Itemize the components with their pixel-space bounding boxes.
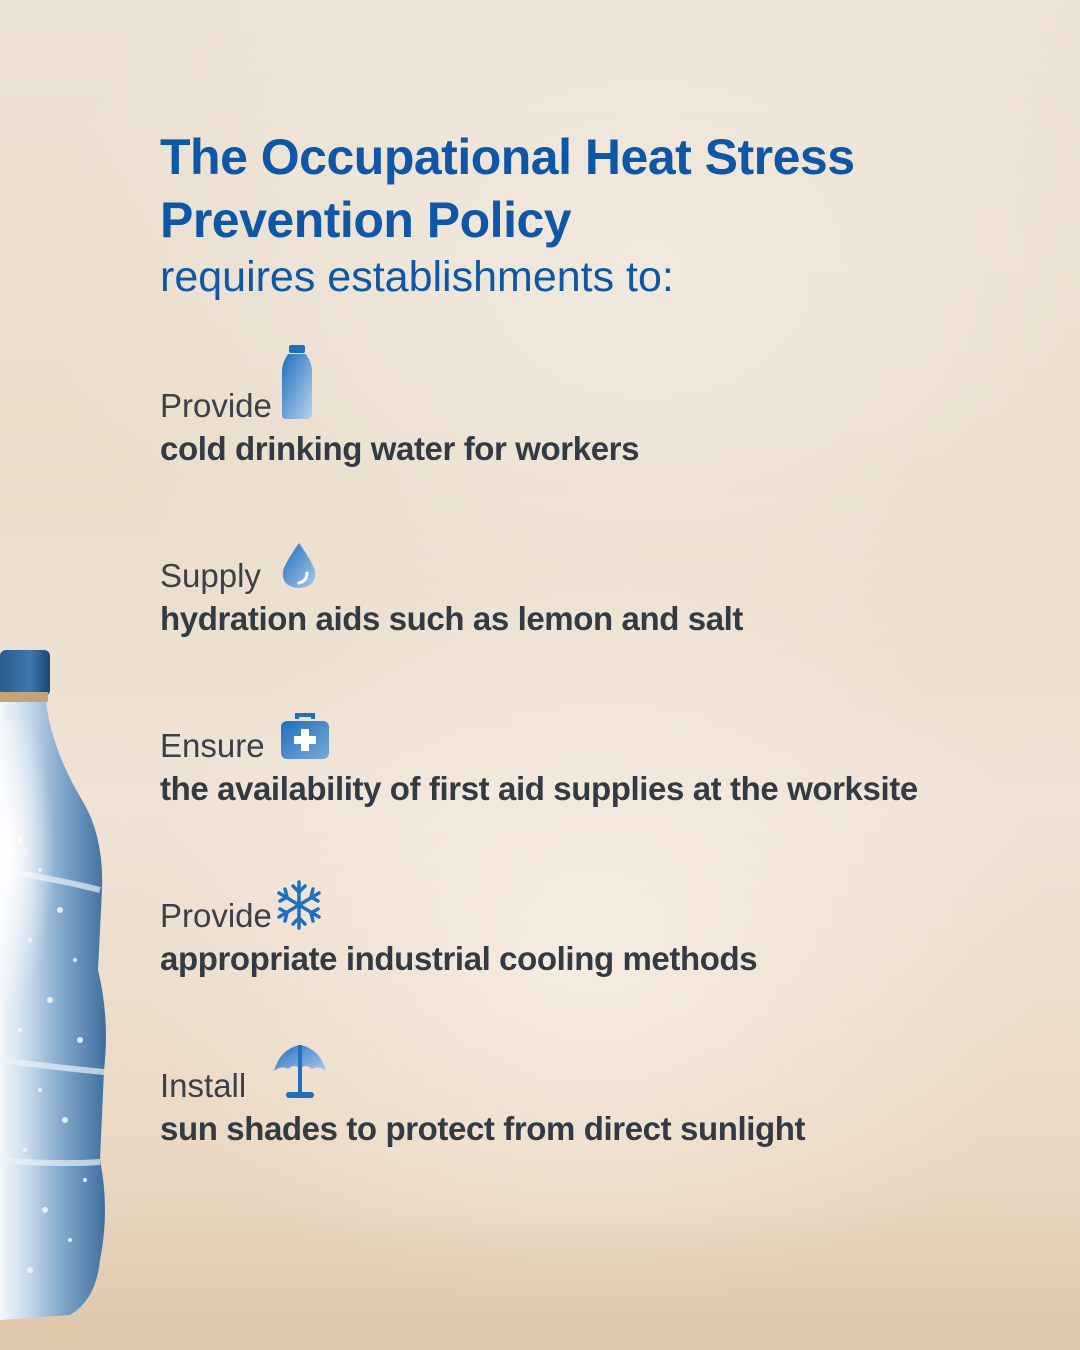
requirement-item-cooling: [160, 856, 1060, 982]
requirement-item-water: [160, 346, 1060, 472]
requirement-verb: Provide: [160, 387, 272, 424]
requirement-item-hydration: [160, 516, 1060, 642]
snowflake-icon: [274, 879, 324, 936]
sand-ground: [0, 1210, 1080, 1350]
requirement-description: sun shades to protect from direct sunlight: [160, 1110, 806, 1147]
water-drop-icon: [279, 541, 319, 596]
title-line-1: The Occupational Heat Stress: [160, 129, 855, 185]
requirement-verb: Supply: [160, 557, 261, 594]
requirement-item-sun-shades: [160, 1026, 1060, 1152]
requirement-item-first-aid: [160, 686, 1060, 812]
requirement-verb: Ensure: [160, 727, 265, 764]
first-aid-kit-icon: [279, 711, 331, 766]
water-bottle-photo: [0, 640, 120, 1330]
page-subtitle: requires establishments to:: [160, 253, 674, 301]
sun-umbrella-icon: [272, 1041, 328, 1106]
page-title: [160, 126, 855, 252]
requirement-verb: Provide: [160, 897, 272, 934]
requirement-description: hydration aids such as lemon and salt: [160, 600, 744, 637]
title-line-2: Prevention Policy: [160, 192, 572, 248]
requirement-description: cold drinking water for workers: [160, 430, 640, 467]
water-bottle-icon: [280, 341, 314, 426]
requirement-verb: Install: [160, 1067, 247, 1104]
requirement-description: the availability of first aid supplies at the worksite: [160, 770, 918, 807]
requirement-description: appropriate industrial cooling methods: [160, 940, 758, 977]
